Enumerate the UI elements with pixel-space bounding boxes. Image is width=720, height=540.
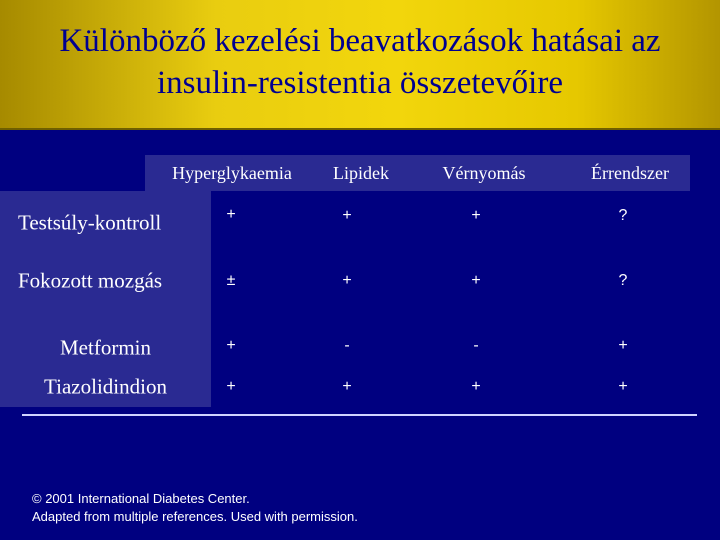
slide-title-line-1: Különböző kezelési beavatkozások hatásai az (59, 23, 661, 59)
table-cell: + (342, 207, 352, 224)
slide-title-line-2: insulin-resistentia összetevőire (157, 65, 563, 101)
row-label-fokozott-mozgas: Fokozott mozgás (18, 268, 163, 293)
table-cell: + (226, 206, 236, 223)
table-cell: - (473, 337, 479, 354)
column-header-errendszer: Érrendszer (591, 163, 669, 183)
table-cell: + (226, 337, 236, 354)
copyright-footer (32, 490, 358, 526)
table-cell: ? (618, 272, 628, 289)
column-header-vernyomas: Vérnyomás (442, 163, 526, 183)
row-label-metformin: Metformin (60, 335, 151, 360)
table-cell: + (471, 207, 481, 224)
table-cell: + (226, 378, 236, 395)
table-cell: + (342, 378, 352, 395)
row-label-testsuly-kontroll: Testsúly-kontroll (18, 210, 162, 235)
table-cell: ± (226, 272, 236, 289)
table-cell: ? (618, 207, 628, 224)
table-cell: + (618, 337, 628, 354)
divider-line (22, 414, 697, 416)
column-header-hyperglykaemia: Hyperglykaemia (172, 163, 292, 183)
table-cell: + (471, 378, 481, 395)
slide-title (0, 20, 720, 104)
permission-line: Adapted from multiple references. Used with permission. (32, 509, 358, 524)
table-cell: + (342, 272, 352, 289)
table-cell: + (471, 272, 481, 289)
row-label-tiazolidindion: Tiazolidindion (44, 374, 167, 399)
table-cell: - (344, 337, 350, 354)
column-header-lipidek: Lipidek (333, 163, 389, 183)
table-cell: + (618, 378, 628, 395)
copyright-line: © 2001 International Diabetes Center. (32, 491, 250, 506)
